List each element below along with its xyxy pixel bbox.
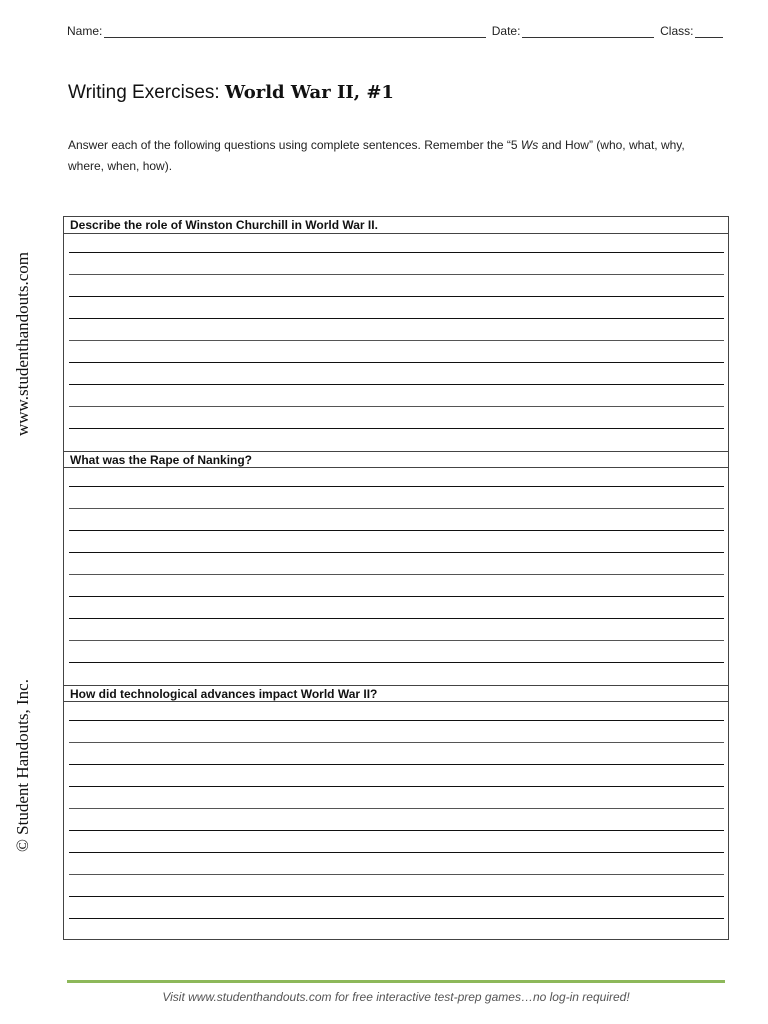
side-margin-text	[13, 252, 33, 852]
answer-line	[69, 530, 724, 531]
answer-line	[69, 874, 724, 875]
answer-lines[interactable]	[64, 468, 728, 684]
question-section	[64, 451, 728, 684]
instructions-part1: Answer each of the following questions using complete sentences. Remember the “5	[68, 138, 521, 152]
answer-line	[69, 406, 724, 407]
question-section	[64, 217, 728, 450]
answer-line	[69, 830, 724, 831]
answer-line	[69, 252, 724, 253]
answer-line	[69, 384, 724, 385]
answer-line	[69, 764, 724, 765]
answer-line	[69, 640, 724, 641]
class-label: Class:	[660, 24, 694, 38]
answer-line	[69, 318, 724, 319]
date-label: Date:	[491, 24, 521, 38]
answer-line	[69, 274, 724, 275]
answer-line	[69, 662, 724, 663]
class-blank[interactable]	[695, 25, 723, 38]
answer-line	[69, 486, 724, 487]
title-prefix: Writing Exercises:	[68, 82, 220, 103]
question-prompt: What was the Rape of Nanking?	[64, 451, 728, 468]
answer-line	[69, 786, 724, 787]
answer-line	[69, 508, 724, 509]
answer-line	[69, 574, 724, 575]
answer-lines[interactable]	[64, 702, 728, 938]
date-blank[interactable]	[522, 25, 654, 38]
answer-line	[69, 552, 724, 553]
copyright-text: © Student Handouts, Inc.	[13, 679, 32, 852]
answer-line	[69, 596, 724, 597]
answer-line	[69, 808, 724, 809]
footer-text: Visit www.studenthandouts.com for free interactive test-prep games…no log-in required!	[162, 990, 630, 1004]
instructions-part2: and How” (who, what, why, where, when, how).	[68, 138, 685, 173]
answer-line	[69, 618, 724, 619]
title-topic: World War II, #1	[224, 82, 394, 103]
name-label: Name:	[67, 24, 103, 38]
answer-line	[69, 340, 724, 341]
answer-line	[69, 852, 724, 853]
answer-line	[69, 918, 724, 919]
answer-line	[69, 896, 724, 897]
answer-line	[69, 742, 724, 743]
answer-line	[69, 362, 724, 363]
answer-line	[69, 428, 724, 429]
student-info-header	[67, 20, 723, 38]
instructions	[68, 135, 718, 177]
question-section	[64, 685, 728, 938]
question-worksheet	[63, 216, 729, 940]
footer-divider	[67, 980, 725, 983]
answer-line	[69, 720, 724, 721]
answer-line	[69, 296, 724, 297]
instructions-ws: Ws	[520, 138, 539, 152]
page-title	[68, 82, 394, 104]
name-blank[interactable]	[104, 25, 485, 38]
website-text: www.studenthandouts.com	[13, 252, 32, 436]
answer-lines[interactable]	[64, 234, 728, 450]
question-prompt: Describe the role of Winston Churchill in World War II.	[64, 217, 728, 234]
question-prompt: How did technological advances impact World War II?	[64, 685, 728, 702]
